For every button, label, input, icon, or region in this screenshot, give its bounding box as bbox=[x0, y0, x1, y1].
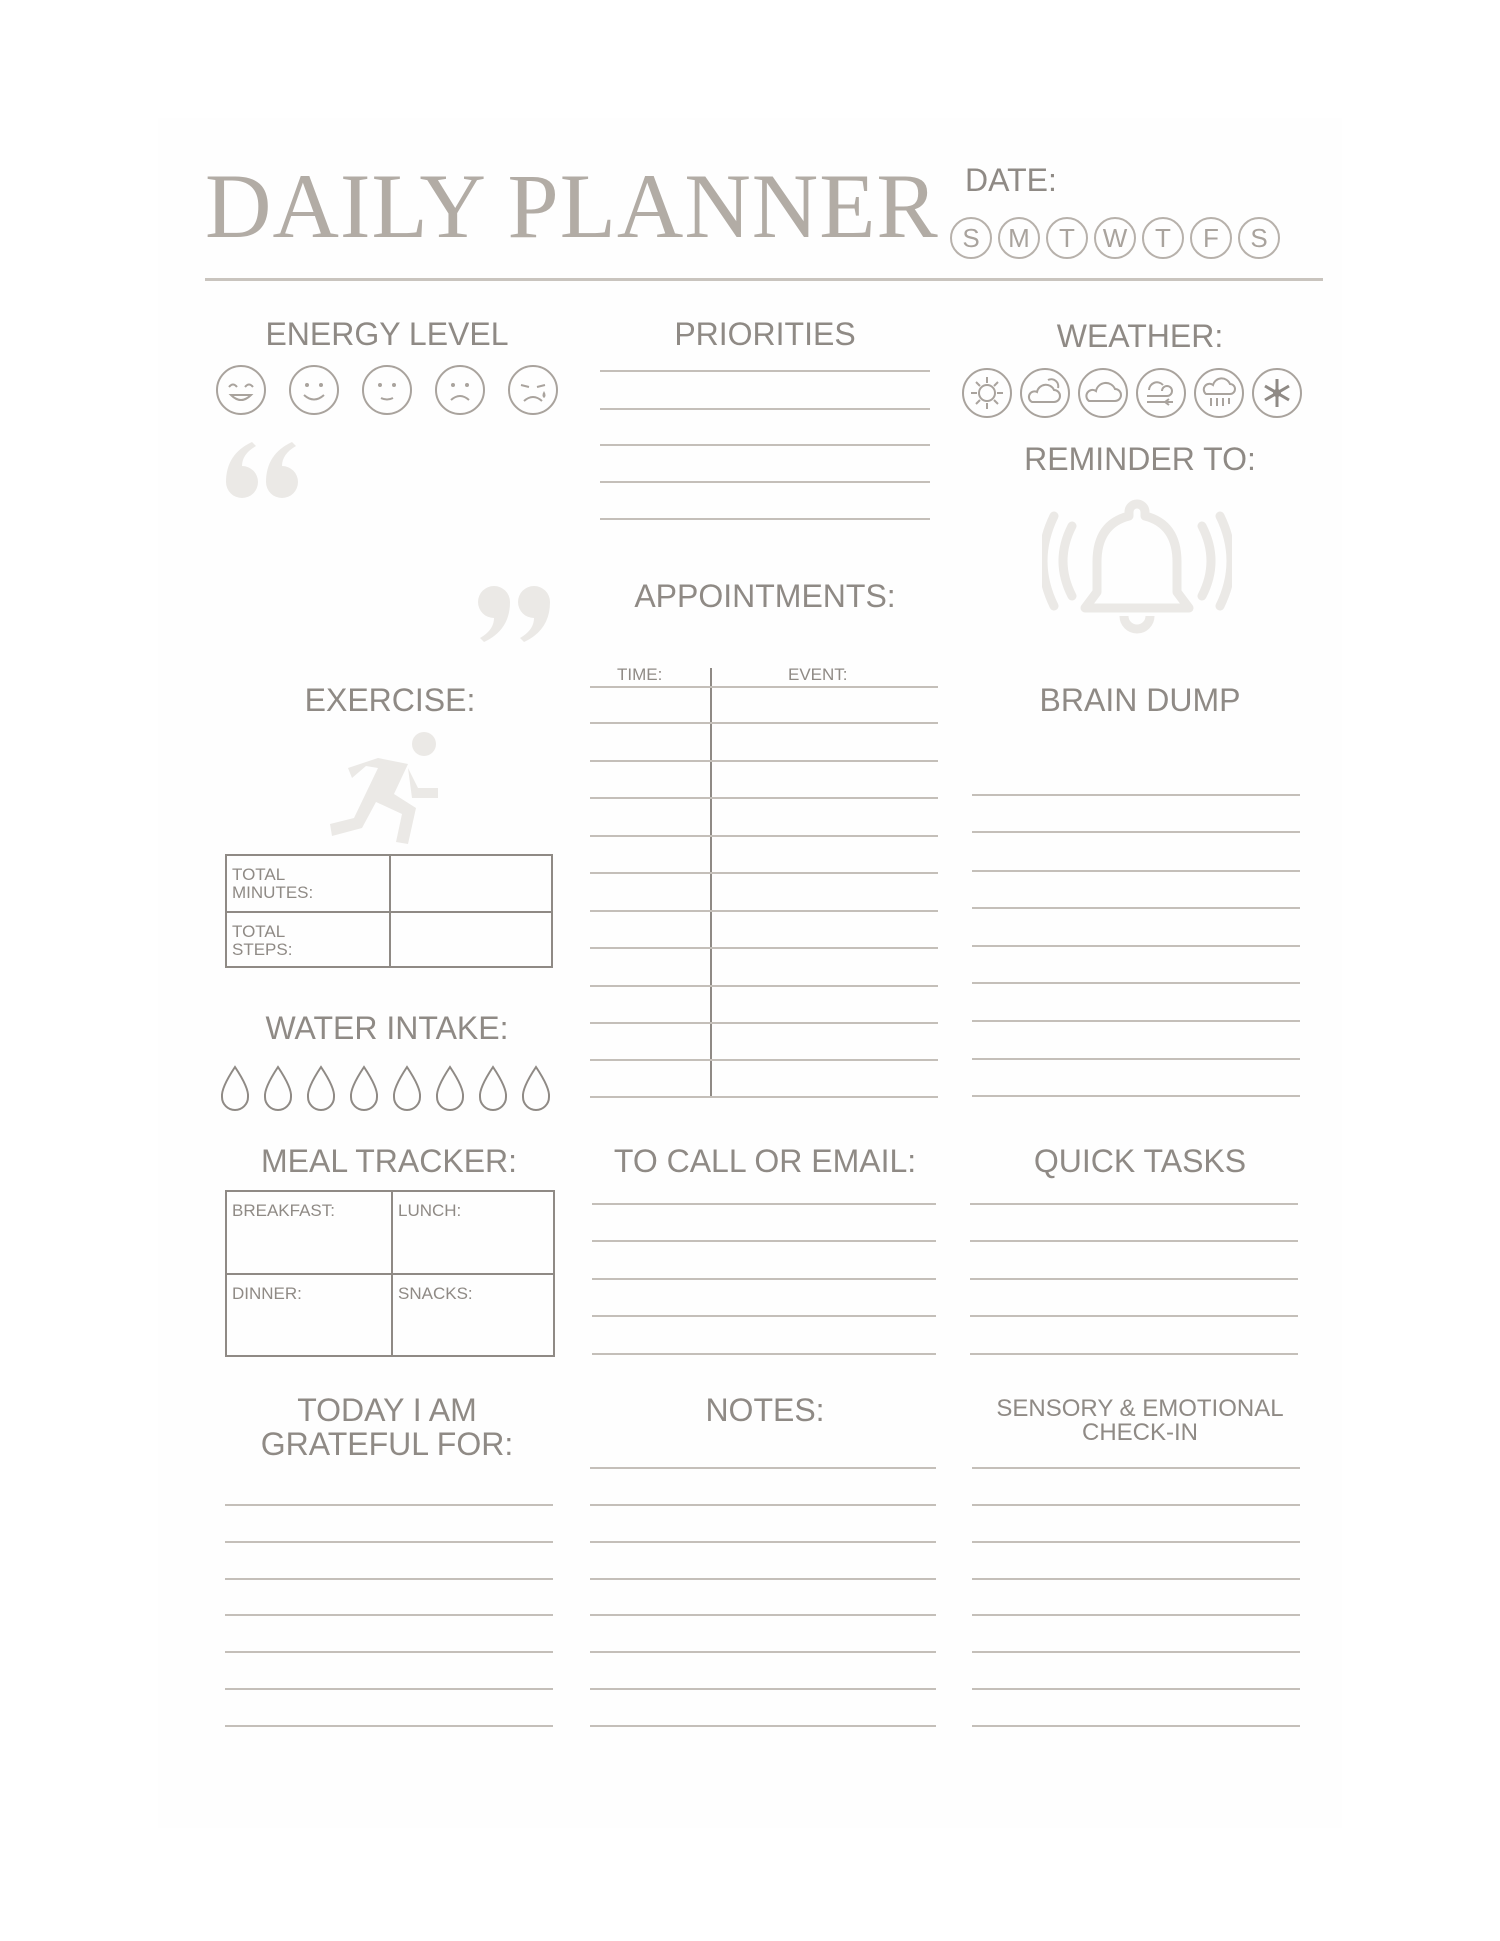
water-drop-icon[interactable] bbox=[434, 1064, 466, 1112]
grateful-line-4[interactable] bbox=[225, 1614, 553, 1616]
grateful-line-6[interactable] bbox=[225, 1688, 553, 1690]
priorities-line-2[interactable] bbox=[600, 408, 930, 410]
sun-cloud-icon[interactable] bbox=[1018, 366, 1072, 420]
close-quote-icon bbox=[472, 582, 554, 644]
energy-level-heading: ENERGY LEVEL bbox=[265, 316, 509, 352]
appointment-line-2[interactable] bbox=[590, 722, 938, 724]
water-drop-icon[interactable] bbox=[219, 1064, 251, 1112]
sensory-line-8[interactable] bbox=[972, 1725, 1300, 1727]
brain-dump-line-8[interactable] bbox=[972, 1058, 1300, 1060]
day-wednesday[interactable]: W bbox=[1094, 217, 1136, 259]
priorities-line-5[interactable] bbox=[600, 518, 930, 520]
grateful-line-7[interactable] bbox=[225, 1725, 553, 1727]
brain-dump-line-6[interactable] bbox=[972, 982, 1300, 984]
smiling-face-icon[interactable] bbox=[287, 363, 341, 417]
appointment-line-9[interactable] bbox=[590, 985, 938, 987]
notes-line-4[interactable] bbox=[590, 1578, 936, 1580]
breakfast-cell[interactable]: BREAKFAST: bbox=[232, 1201, 335, 1220]
total-steps-label: TOTAL STEPS: bbox=[232, 922, 293, 959]
notes-line-7[interactable] bbox=[590, 1688, 936, 1690]
grateful-heading-line-2: GRATEFUL FOR: bbox=[260, 1425, 514, 1462]
call-line-5[interactable] bbox=[592, 1353, 936, 1355]
brain-dump-line-4[interactable] bbox=[972, 907, 1300, 909]
weekday-selector bbox=[950, 217, 1280, 259]
wind-icon[interactable] bbox=[1134, 366, 1188, 420]
snowflake-icon[interactable] bbox=[1250, 366, 1304, 420]
exercise-table bbox=[225, 854, 553, 968]
brain-dump-line-2[interactable] bbox=[972, 831, 1300, 833]
exercise-heading: EXERCISE: bbox=[304, 682, 476, 718]
sensory-line-6[interactable] bbox=[972, 1651, 1300, 1653]
brain-dump-line-7[interactable] bbox=[972, 1020, 1300, 1022]
sensory-line-2[interactable] bbox=[972, 1504, 1300, 1506]
sensory-line-5[interactable] bbox=[972, 1614, 1300, 1616]
quick-task-line-4[interactable] bbox=[970, 1315, 1298, 1317]
appointments-time-label: TIME: bbox=[617, 665, 663, 684]
appointment-line-3[interactable] bbox=[590, 760, 938, 762]
sensory-line-7[interactable] bbox=[972, 1688, 1300, 1690]
weather-heading: WEATHER: bbox=[1056, 318, 1224, 354]
priorities-line-3[interactable] bbox=[600, 444, 930, 446]
notes-line-6[interactable] bbox=[590, 1651, 936, 1653]
notes-line-1[interactable] bbox=[590, 1467, 936, 1469]
call-line-3[interactable] bbox=[592, 1278, 936, 1280]
meal-tracker-heading: MEAL TRACKER: bbox=[260, 1143, 518, 1179]
grateful-heading-line-1: TODAY I AM bbox=[297, 1392, 477, 1428]
grateful-line-3[interactable] bbox=[225, 1578, 553, 1580]
cloud-icon[interactable] bbox=[1076, 366, 1130, 420]
open-quote-icon bbox=[222, 440, 304, 502]
appointment-line-11[interactable] bbox=[590, 1059, 938, 1061]
call-line-1[interactable] bbox=[592, 1203, 936, 1205]
sensory-checkin-heading bbox=[975, 1397, 1305, 1445]
laughing-face-icon[interactable] bbox=[214, 363, 268, 417]
appointment-line-4[interactable] bbox=[590, 797, 938, 799]
brain-dump-line-9[interactable] bbox=[972, 1095, 1300, 1097]
notes-line-2[interactable] bbox=[590, 1504, 936, 1506]
call-email-heading: TO CALL OR EMAIL: bbox=[613, 1143, 917, 1179]
water-drop-icon[interactable] bbox=[477, 1064, 509, 1112]
quick-task-line-5[interactable] bbox=[970, 1353, 1298, 1355]
runner-icon bbox=[328, 728, 448, 846]
day-monday[interactable]: M bbox=[998, 217, 1040, 259]
water-drop-icon[interactable] bbox=[305, 1064, 337, 1112]
bell-icon bbox=[1042, 496, 1232, 636]
day-friday[interactable]: F bbox=[1190, 217, 1232, 259]
appointment-line-7[interactable] bbox=[590, 910, 938, 912]
meal-tracker-table bbox=[225, 1190, 555, 1357]
brain-dump-line-1[interactable] bbox=[972, 794, 1300, 796]
header-divider bbox=[205, 278, 1323, 281]
sensory-heading-line-1: SENSORY & EMOTIONAL bbox=[996, 1395, 1284, 1422]
water-drop-icon[interactable] bbox=[391, 1064, 423, 1112]
brain-dump-heading: BRAIN DUMP bbox=[1039, 682, 1241, 718]
total-minutes-field[interactable] bbox=[391, 856, 551, 911]
total-minutes-label: TOTAL MINUTES: bbox=[232, 865, 314, 902]
day-thursday[interactable]: T bbox=[1142, 217, 1184, 259]
call-line-2[interactable] bbox=[592, 1240, 936, 1242]
crying-face-icon[interactable] bbox=[506, 363, 560, 417]
appointment-line-10[interactable] bbox=[590, 1022, 938, 1024]
brain-dump-line-5[interactable] bbox=[972, 945, 1300, 947]
appointment-line-8[interactable] bbox=[590, 947, 938, 949]
water-drop-icon[interactable] bbox=[348, 1064, 380, 1112]
sensory-heading-line-2: CHECK-IN bbox=[1081, 1419, 1198, 1446]
appointment-line-6[interactable] bbox=[590, 872, 938, 874]
neutral-face-icon[interactable] bbox=[360, 363, 414, 417]
quick-task-line-3[interactable] bbox=[970, 1278, 1298, 1280]
priorities-line-1[interactable] bbox=[600, 370, 930, 372]
appointment-line-12[interactable] bbox=[590, 1096, 938, 1098]
appointments-divider bbox=[710, 668, 712, 1098]
quick-task-line-2[interactable] bbox=[970, 1240, 1298, 1242]
grateful-line-1[interactable] bbox=[225, 1504, 553, 1506]
reminder-heading: REMINDER TO: bbox=[1024, 441, 1256, 477]
dinner-cell[interactable]: DINNER: bbox=[232, 1284, 302, 1303]
grateful-line-2[interactable] bbox=[225, 1541, 553, 1543]
water-drops-row bbox=[219, 1064, 552, 1112]
day-tuesday[interactable]: T bbox=[1046, 217, 1088, 259]
energy-level-icons bbox=[214, 363, 560, 417]
day-saturday[interactable]: S bbox=[1238, 217, 1280, 259]
water-drop-icon[interactable] bbox=[520, 1064, 552, 1112]
sun-icon[interactable] bbox=[960, 366, 1014, 420]
grateful-line-5[interactable] bbox=[225, 1651, 553, 1653]
day-sunday[interactable]: S bbox=[950, 217, 992, 259]
water-intake-heading: WATER INTAKE: bbox=[265, 1010, 509, 1046]
rain-icon[interactable] bbox=[1192, 366, 1246, 420]
date-label: DATE: bbox=[965, 162, 1057, 198]
priorities-line-4[interactable] bbox=[600, 481, 930, 483]
sensory-line-1[interactable] bbox=[972, 1467, 1300, 1469]
appointment-line-5[interactable] bbox=[590, 835, 938, 837]
notes-line-3[interactable] bbox=[590, 1541, 936, 1543]
priorities-heading: PRIORITIES bbox=[674, 316, 856, 352]
total-steps-field[interactable] bbox=[391, 913, 551, 966]
sensory-line-3[interactable] bbox=[972, 1541, 1300, 1543]
appointments-event-label: EVENT: bbox=[788, 665, 848, 684]
lunch-cell[interactable]: LUNCH: bbox=[398, 1201, 462, 1220]
page-title: DAILY PLANNER bbox=[205, 155, 939, 257]
quick-task-line-1[interactable] bbox=[970, 1203, 1298, 1205]
weather-icons bbox=[960, 366, 1304, 420]
appointment-line-1[interactable] bbox=[590, 686, 938, 688]
sad-face-icon[interactable] bbox=[433, 363, 487, 417]
appointments-heading: APPOINTMENTS: bbox=[634, 578, 896, 614]
brain-dump-line-3[interactable] bbox=[972, 870, 1300, 872]
quick-tasks-heading: QUICK TASKS bbox=[1033, 1143, 1247, 1179]
water-drop-icon[interactable] bbox=[262, 1064, 294, 1112]
notes-line-5[interactable] bbox=[590, 1614, 936, 1616]
call-line-4[interactable] bbox=[592, 1315, 936, 1317]
grateful-heading bbox=[222, 1394, 552, 1461]
notes-line-8[interactable] bbox=[590, 1725, 936, 1727]
snacks-cell[interactable]: SNACKS: bbox=[398, 1284, 473, 1303]
sensory-line-4[interactable] bbox=[972, 1578, 1300, 1580]
notes-heading: NOTES: bbox=[705, 1392, 825, 1428]
